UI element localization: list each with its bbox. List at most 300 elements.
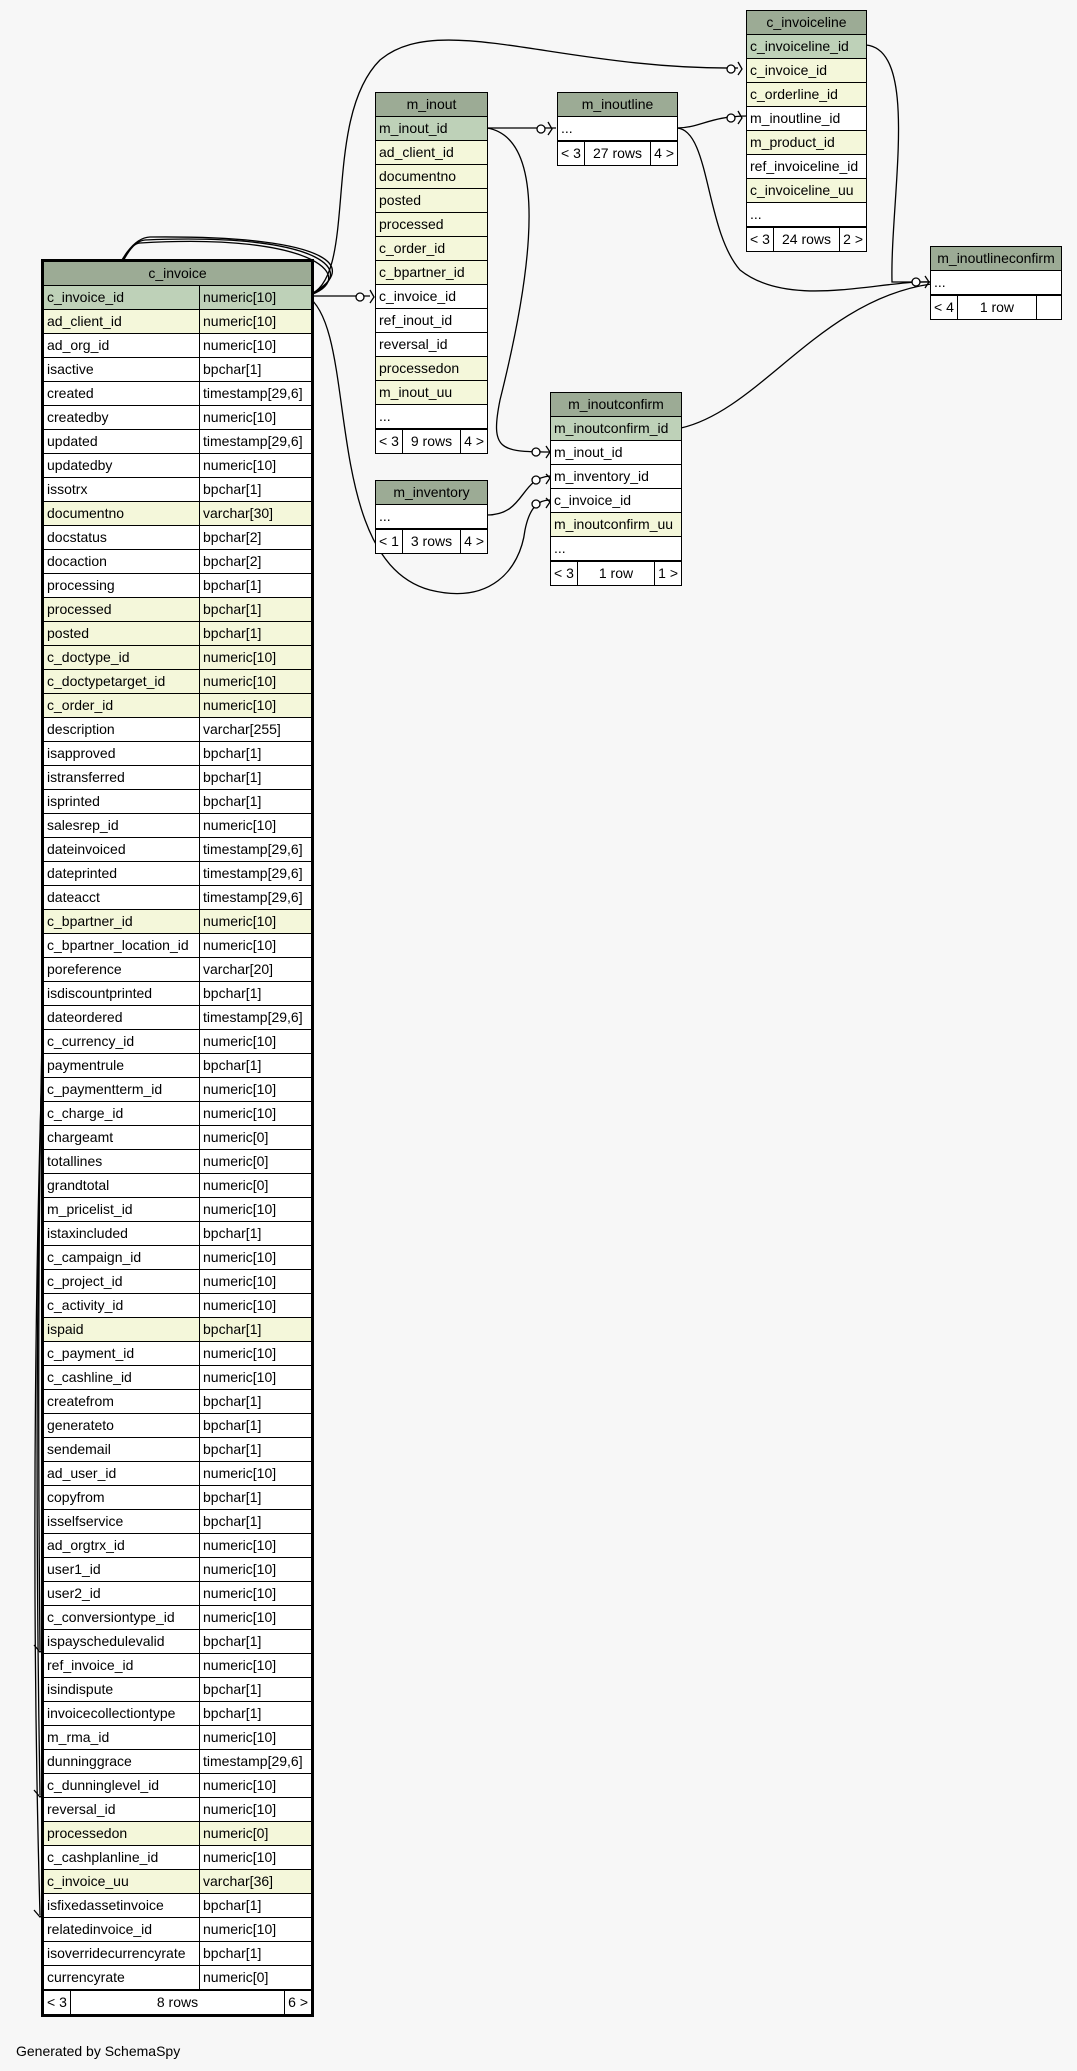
column-type: bpchar[1] [199, 622, 311, 645]
column-name: isselfservice [47, 1513, 124, 1529]
column-type: numeric[10] [199, 670, 311, 693]
column-type: bpchar[1] [199, 1222, 311, 1245]
edge-m-inout-m-inoutconfirm [487, 128, 550, 452]
column-type: numeric[10] [199, 1918, 311, 1941]
column-name: ... [379, 508, 391, 524]
column-type: numeric[10] [199, 1726, 311, 1749]
column-name: poreference [47, 961, 122, 977]
column-type: varchar[36] [199, 1870, 311, 1893]
column-name: c_invoice_id [47, 289, 125, 305]
table-row [44, 1390, 311, 1414]
column-name: description [47, 721, 115, 737]
column-name: c_bpartner_id [47, 913, 133, 929]
table-footer [376, 529, 487, 553]
column-name: isprinted [47, 793, 100, 809]
column-name: c_campaign_id [47, 1249, 142, 1265]
footer-right: 1 > [654, 562, 681, 585]
column-name: m_inoutconfirm_id [554, 420, 669, 436]
table-row [44, 1462, 311, 1486]
column-name: processed [379, 216, 444, 232]
column-type: varchar[255] [199, 718, 311, 741]
column-name: istransferred [47, 769, 125, 785]
crowfoot [738, 111, 742, 124]
column-name: dateinvoiced [47, 841, 126, 857]
table-m-inoutline [557, 92, 678, 166]
column-name: dateprinted [47, 865, 118, 881]
column-name: posted [379, 192, 422, 208]
column-name: docaction [47, 553, 107, 569]
column-type: numeric[10] [199, 310, 311, 333]
table-title: m_inout [376, 93, 487, 117]
column-name: user1_id [47, 1561, 101, 1577]
column-name: c_project_id [47, 1273, 123, 1289]
footer-right: 4 > [460, 530, 487, 553]
table-row [44, 886, 311, 910]
column-name: paymentrule [47, 1057, 125, 1073]
table-row [44, 1486, 311, 1510]
column-type: numeric[10] [199, 1078, 311, 1101]
column-name: reversal_id [379, 336, 448, 352]
table-row [44, 1942, 311, 1966]
column-name: createdby [47, 409, 109, 425]
column-type: timestamp[29,6] [199, 1006, 311, 1029]
generated-by-text: Generated by SchemaSpy [16, 2043, 181, 2059]
column-type: numeric[10] [199, 934, 311, 957]
table-row [44, 454, 311, 478]
table-row [44, 1198, 311, 1222]
column-type: numeric[0] [199, 1150, 311, 1173]
table-row [44, 1366, 311, 1390]
table-row [44, 1918, 311, 1942]
edge-marker [727, 65, 735, 73]
column-type: bpchar[1] [199, 1510, 311, 1533]
column-name: m_inout_uu [379, 384, 453, 400]
table-row [376, 333, 487, 357]
column-name: m_inoutconfirm_uu [554, 516, 674, 532]
column-type: timestamp[29,6] [199, 1750, 311, 1773]
table-row [44, 694, 311, 718]
edge-marker [912, 278, 920, 286]
table-row [376, 141, 487, 165]
column-name: ref_inout_id [379, 312, 453, 328]
table-row [44, 382, 311, 406]
table-row [44, 982, 311, 1006]
table-footer [44, 1990, 311, 2014]
table-row [44, 1438, 311, 1462]
column-type: bpchar[1] [199, 982, 311, 1005]
edge-c-invoice-c-invoiceline [307, 40, 738, 296]
table-row [747, 203, 866, 227]
edge-c-invoiceline-m-inoutlineconfirm [866, 45, 931, 282]
table-row [44, 1534, 311, 1558]
footer-right: 4 > [650, 142, 677, 165]
column-type: timestamp[29,6] [199, 886, 311, 909]
footer-left: < 4 [934, 299, 954, 315]
column-type: numeric[10] [199, 1102, 311, 1125]
table-row [44, 334, 311, 358]
table-row [44, 766, 311, 790]
table-row [376, 381, 487, 405]
column-name: ... [561, 120, 573, 136]
column-name: isactive [47, 361, 94, 377]
column-type: numeric[10] [199, 454, 311, 477]
column-type: timestamp[29,6] [199, 862, 311, 885]
column-type: numeric[10] [199, 1774, 311, 1797]
column-type: timestamp[29,6] [199, 430, 311, 453]
table-row [376, 309, 487, 333]
column-type: numeric[10] [199, 1462, 311, 1485]
column-name: ad_user_id [47, 1465, 117, 1481]
table-c-invoiceline [746, 10, 867, 252]
column-name: created [47, 385, 94, 401]
table-m-inoutconfirm [550, 392, 682, 586]
column-name: ... [379, 408, 391, 424]
column-name: c_doctypetarget_id [47, 673, 166, 689]
table-title: m_inventory [376, 481, 487, 505]
column-type: numeric[10] [199, 1246, 311, 1269]
column-type: bpchar[1] [199, 1942, 311, 1965]
column-name: ispaid [47, 1321, 84, 1337]
table-row [44, 1054, 311, 1078]
table-row [376, 213, 487, 237]
column-name: updated [47, 433, 98, 449]
table-row [44, 1510, 311, 1534]
table-row [44, 718, 311, 742]
footer-right [1036, 296, 1061, 319]
column-name: processing [47, 577, 115, 593]
table-footer [931, 295, 1061, 319]
column-name: sendemail [47, 1441, 111, 1457]
column-name: salesrep_id [47, 817, 119, 833]
footer-left: < 3 [379, 433, 399, 449]
table-title: m_inoutlineconfirm [931, 247, 1061, 271]
table-row [747, 35, 866, 59]
table-row [44, 358, 311, 382]
column-name: docstatus [47, 529, 107, 545]
table-row [931, 271, 1061, 295]
column-type: numeric[0] [199, 1966, 311, 1989]
table-row [44, 1774, 311, 1798]
table-row [551, 537, 681, 561]
table-row [551, 465, 681, 489]
column-name: ... [750, 206, 762, 222]
column-type: numeric[10] [199, 694, 311, 717]
column-type: numeric[10] [199, 910, 311, 933]
column-name: c_conversiontype_id [47, 1609, 175, 1625]
table-title: c_invoiceline [747, 11, 866, 35]
column-type: varchar[30] [199, 502, 311, 525]
column-type: bpchar[1] [199, 742, 311, 765]
table-row [44, 1270, 311, 1294]
table-row [44, 1558, 311, 1582]
table-row [747, 83, 866, 107]
table-row [44, 934, 311, 958]
table-title: m_inoutconfirm [551, 393, 681, 417]
table-row [44, 1006, 311, 1030]
table-row [376, 261, 487, 285]
table-row [44, 1678, 311, 1702]
column-name: c_invoice_id [379, 288, 457, 304]
table-row [44, 430, 311, 454]
column-name: c_order_id [379, 240, 446, 256]
crowfoot [738, 62, 742, 75]
table-footer [376, 429, 487, 453]
footer-right: 4 > [460, 430, 487, 453]
column-type: numeric[10] [199, 1654, 311, 1677]
table-footer [551, 561, 681, 585]
column-type: numeric[0] [199, 1822, 311, 1845]
table-row [376, 117, 487, 141]
column-type: numeric[10] [199, 1366, 311, 1389]
column-type: bpchar[1] [199, 478, 311, 501]
column-type: timestamp[29,6] [199, 382, 311, 405]
column-type: numeric[10] [199, 1798, 311, 1821]
table-row [44, 910, 311, 934]
column-name: generateto [47, 1417, 114, 1433]
table-row [44, 646, 311, 670]
table-row [44, 310, 311, 334]
column-type: numeric[10] [199, 1846, 311, 1869]
table-row [551, 513, 681, 537]
table-row [747, 59, 866, 83]
table-row [44, 1966, 311, 1990]
table-row [551, 441, 681, 465]
table-row [44, 814, 311, 838]
footer-left: < 3 [554, 565, 574, 581]
column-name: ad_client_id [47, 313, 122, 329]
column-name: c_currency_id [47, 1033, 135, 1049]
table-row [376, 189, 487, 213]
table-footer [747, 227, 866, 251]
table-row [376, 285, 487, 309]
table-row [44, 550, 311, 574]
table-row [44, 1294, 311, 1318]
table-row [44, 1630, 311, 1654]
column-name: posted [47, 625, 90, 641]
column-name: c_cashplanline_id [47, 1849, 159, 1865]
column-name: c_invoice_id [554, 492, 632, 508]
column-name: createfrom [47, 1393, 114, 1409]
column-name: c_cashline_id [47, 1369, 132, 1385]
table-row [747, 179, 866, 203]
table-row [44, 1654, 311, 1678]
column-type: bpchar[1] [199, 790, 311, 813]
footer-rows: 1 row [957, 296, 1036, 319]
column-name: ref_invoiceline_id [750, 158, 859, 174]
table-row [44, 790, 311, 814]
column-type: numeric[0] [199, 1126, 311, 1149]
column-type: numeric[10] [199, 646, 311, 669]
footer-left: < 3 [47, 1994, 67, 2010]
table-row [44, 670, 311, 694]
column-type: numeric[0] [199, 1174, 311, 1197]
column-name: ... [554, 540, 566, 556]
column-name: c_paymentterm_id [47, 1081, 163, 1097]
column-name: isindispute [47, 1681, 114, 1697]
column-name: user2_id [47, 1585, 101, 1601]
footer-rows: 24 rows [773, 228, 839, 251]
footer-right: 6 > [284, 1991, 311, 2014]
table-row [44, 1750, 311, 1774]
table-row [44, 1702, 311, 1726]
column-type: timestamp[29,6] [199, 838, 311, 861]
table-row [44, 1222, 311, 1246]
crowfoot [370, 290, 374, 303]
edge-marker [532, 448, 540, 456]
table-row [44, 838, 311, 862]
column-name: invoicecollectiontype [47, 1705, 176, 1721]
column-name: ref_invoice_id [47, 1657, 134, 1673]
column-name: relatedinvoice_id [47, 1921, 153, 1937]
column-type: bpchar[1] [199, 1054, 311, 1077]
footer-rows: 9 rows [402, 430, 460, 453]
column-name: totallines [47, 1153, 103, 1169]
column-type: numeric[10] [199, 1030, 311, 1053]
footer-left: < 1 [379, 533, 399, 549]
footer-rows: 1 row [577, 562, 654, 585]
column-type: bpchar[1] [199, 574, 311, 597]
table-row [44, 1318, 311, 1342]
column-name: documentno [47, 505, 125, 521]
column-type: numeric[10] [199, 1294, 311, 1317]
column-name: m_rma_id [47, 1729, 110, 1745]
edge-m-inventory-m-inoutconfirm [487, 476, 550, 515]
column-type: bpchar[1] [199, 1414, 311, 1437]
table-row [44, 1078, 311, 1102]
table-row [44, 1870, 311, 1894]
column-name: dateordered [47, 1009, 123, 1025]
table-row [44, 1798, 311, 1822]
table-row [44, 1246, 311, 1270]
column-name: processedon [379, 360, 460, 376]
footer-rows: 3 rows [402, 530, 460, 553]
column-name: istaxincluded [47, 1225, 128, 1241]
column-type: numeric[10] [199, 286, 311, 309]
column-type: numeric[10] [199, 406, 311, 429]
column-name: isfixedassetinvoice [47, 1897, 164, 1913]
edge-marker [356, 293, 364, 301]
table-row [44, 1414, 311, 1438]
column-type: bpchar[2] [199, 550, 311, 573]
column-type: bpchar[1] [199, 598, 311, 621]
table-row [44, 862, 311, 886]
footer-rows: 27 rows [584, 142, 650, 165]
column-name: isoverridecurrencyrate [47, 1945, 186, 1961]
column-name: ad_orgtrx_id [47, 1537, 125, 1553]
table-row [44, 1582, 311, 1606]
column-name: c_bpartner_id [379, 264, 465, 280]
column-name: m_inoutline_id [750, 110, 841, 126]
table-c-invoice [41, 259, 314, 2017]
column-type: bpchar[1] [199, 1894, 311, 1917]
column-name: c_doctype_id [47, 649, 130, 665]
column-type: bpchar[1] [199, 1438, 311, 1461]
column-name: m_inventory_id [554, 468, 649, 484]
table-row [44, 286, 311, 310]
table-row [558, 117, 677, 141]
table-row [376, 237, 487, 261]
column-name: issotrx [47, 481, 88, 497]
column-type: numeric[10] [199, 1582, 311, 1605]
column-name: chargeamt [47, 1129, 114, 1145]
table-row [44, 1822, 311, 1846]
table-row [44, 598, 311, 622]
column-name: m_product_id [750, 134, 835, 150]
edge-marker [537, 125, 545, 133]
table-row [44, 1342, 311, 1366]
edge-m-inoutline-c-invoiceline [677, 116, 748, 128]
edge-marker [727, 114, 735, 122]
column-name: documentno [379, 168, 457, 184]
table-row [44, 1846, 311, 1870]
table-row [44, 1606, 311, 1630]
column-name: c_invoiceline_id [750, 38, 849, 54]
column-type: varchar[20] [199, 958, 311, 981]
table-title: c_invoice [44, 262, 311, 286]
column-name: m_inout_id [554, 444, 623, 460]
table-row [551, 417, 681, 441]
column-name: reversal_id [47, 1801, 116, 1817]
column-name: copyfrom [47, 1489, 105, 1505]
column-type: bpchar[1] [199, 1390, 311, 1413]
table-m-inoutlineconfirm [930, 246, 1062, 320]
table-row [44, 1150, 311, 1174]
footer-right: 2 > [839, 228, 866, 251]
footer-left: < 3 [750, 231, 770, 247]
table-row [44, 958, 311, 982]
column-name: currencyrate [47, 1969, 125, 1985]
column-type: numeric[10] [199, 334, 311, 357]
table-m-inventory [375, 480, 488, 554]
column-name: ad_client_id [379, 144, 454, 160]
table-title: m_inoutline [558, 93, 677, 117]
column-name: c_orderline_id [750, 86, 838, 102]
table-row [44, 622, 311, 646]
column-name: c_invoice_id [750, 62, 828, 78]
column-name: m_inout_id [379, 120, 448, 136]
column-type: numeric[10] [199, 1558, 311, 1581]
table-row [44, 1894, 311, 1918]
footer-left: < 3 [561, 145, 581, 161]
table-row [44, 406, 311, 430]
column-name: c_invoice_uu [47, 1873, 129, 1889]
column-name: isdiscountprinted [47, 985, 153, 1001]
column-name: m_pricelist_id [47, 1201, 133, 1217]
column-name: isapproved [47, 745, 116, 761]
column-type: bpchar[2] [199, 526, 311, 549]
column-name: c_bpartner_location_id [47, 937, 189, 953]
column-name: dateacct [47, 889, 100, 905]
table-row [44, 1126, 311, 1150]
edge-marker [532, 500, 540, 508]
table-row [44, 502, 311, 526]
table-m-inout [375, 92, 488, 454]
column-type: numeric[10] [199, 1534, 311, 1557]
column-name: ... [934, 274, 946, 290]
table-row [376, 505, 487, 529]
column-name: c_invoiceline_uu [750, 182, 854, 198]
column-name: updatedby [47, 457, 113, 473]
column-type: bpchar[1] [199, 1486, 311, 1509]
table-row [44, 1102, 311, 1126]
edge-marker [532, 476, 540, 484]
table-row [44, 1030, 311, 1054]
table-row [747, 107, 866, 131]
column-type: numeric[10] [199, 1270, 311, 1293]
column-type: numeric[10] [199, 1198, 311, 1221]
column-name: c_dunninglevel_id [47, 1777, 160, 1793]
column-type: bpchar[1] [199, 1630, 311, 1653]
